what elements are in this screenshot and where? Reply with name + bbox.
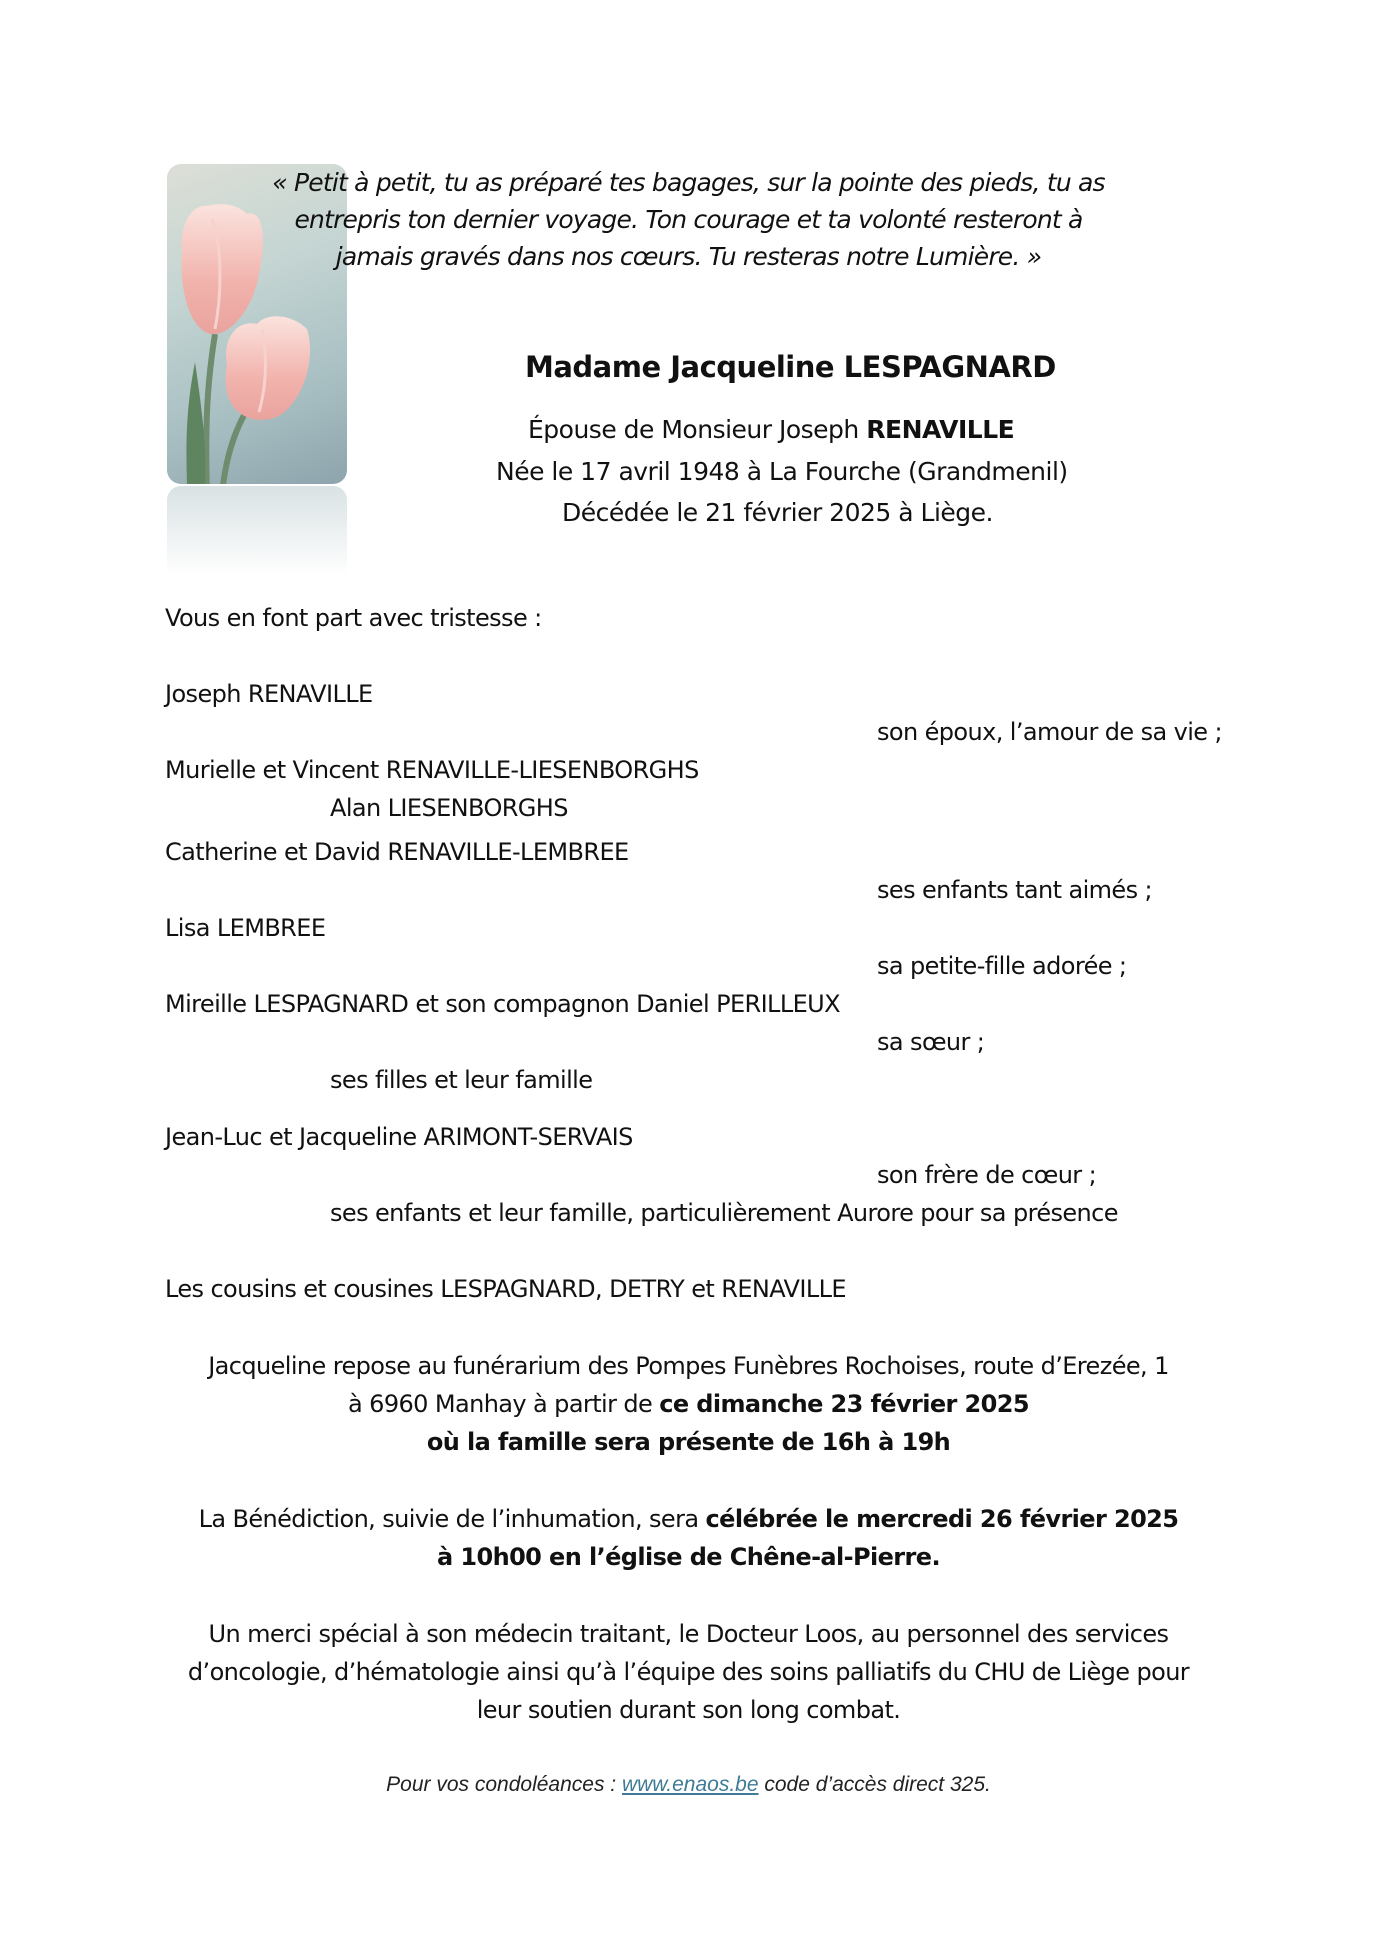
family-member: Joseph RENAVILLE xyxy=(165,680,373,708)
ceremony-place: à 10h00 en l’église de Chêne-al-Pierre. xyxy=(437,1543,940,1571)
spouse-prefix: Épouse de Monsieur Joseph xyxy=(528,415,867,444)
thanks-line: d’oncologie, d’hématologie ainsi qu’à l’équipe des soins palliatifs du CHU de Liège pour xyxy=(187,1658,1190,1686)
ceremony-date: célébrée le mercredi 26 février 2025 xyxy=(705,1505,1179,1533)
relation-label: son époux, l’amour de sa vie ; xyxy=(877,718,1222,746)
quote-line: entrepris ton dernier voyage. Ton courage et ta volonté resteront à xyxy=(294,205,1083,234)
relation-label: sa sœur ; xyxy=(877,1028,985,1056)
ceremony-line xyxy=(0,1542,1377,1572)
family-member: ses enfants et leur famille, particulièrement Aurore pour sa présence xyxy=(330,1199,1118,1227)
relation-label: ses enfants tant aimés ; xyxy=(877,876,1152,904)
visitation-date: ce dimanche 23 février 2025 xyxy=(659,1390,1029,1418)
ceremony-line xyxy=(0,1504,1377,1534)
thanks-line: Un merci spécial à son médecin traitant, le Docteur Loos, au personnel des services xyxy=(208,1620,1169,1648)
visitation-line xyxy=(0,1389,1377,1419)
quote-line: jamais gravés dans nos cœurs. Tu resteras notre Lumière. » xyxy=(335,242,1042,271)
relation-label: sa petite-fille adorée ; xyxy=(877,952,1127,980)
condolences-suffix: code d’accès direct 325. xyxy=(758,1773,991,1796)
death-line: Décédée le 21 février 2025 à Liège. xyxy=(562,498,993,527)
family-member: Les cousins et cousines LESPAGNARD, DETRY et RENAVILLE xyxy=(165,1275,846,1303)
family-intro: Vous en font part avec tristesse : xyxy=(165,604,542,632)
birth-line: Née le 17 avril 1948 à La Fourche (Grandmenil) xyxy=(496,457,1068,486)
visitation-hours: où la famille sera présente de 16h à 19h xyxy=(426,1428,951,1456)
relation-label: son frère de cœur ; xyxy=(877,1161,1097,1189)
condolences-prefix: Pour vos condoléances : xyxy=(386,1773,622,1796)
family-member: ses filles et leur famille xyxy=(330,1066,593,1094)
family-member: Jean-Luc et Jacqueline ARIMONT-SERVAIS xyxy=(165,1123,633,1151)
family-member: Murielle et Vincent RENAVILLE-LIESENBORGHS xyxy=(165,756,699,784)
spouse-surname: RENAVILLE xyxy=(866,415,1015,444)
family-member: Catherine et David RENAVILLE-LEMBREE xyxy=(165,838,629,866)
visitation-text: à 6960 Manhay à partir de xyxy=(348,1390,660,1418)
visitation-line: Jacqueline repose au funérarium des Pompes Funèbres Rochoises, route d’Erezée, 1 xyxy=(208,1352,1169,1380)
family-member: Mireille LESPAGNARD et son compagnon Daniel PERILLEUX xyxy=(165,990,840,1018)
family-member: Lisa LEMBREE xyxy=(165,914,326,942)
thanks-line: leur soutien durant son long combat. xyxy=(476,1696,901,1724)
photo-reflection xyxy=(167,486,347,576)
ceremony-text: La Bénédiction, suivie de l’inhumation, sera xyxy=(198,1505,706,1533)
condolences-link[interactable]: www.enaos.be xyxy=(621,1773,759,1796)
condolences-line xyxy=(0,1770,1377,1800)
family-member: Alan LIESENBORGHS xyxy=(330,794,568,822)
quote-line: « Petit à petit, tu as préparé tes bagages, sur la pointe des pieds, tu as xyxy=(272,168,1105,197)
deceased-name: Madame Jacqueline LESPAGNARD xyxy=(525,350,1056,384)
visitation-line xyxy=(0,1427,1377,1457)
spouse-line xyxy=(528,415,1014,445)
